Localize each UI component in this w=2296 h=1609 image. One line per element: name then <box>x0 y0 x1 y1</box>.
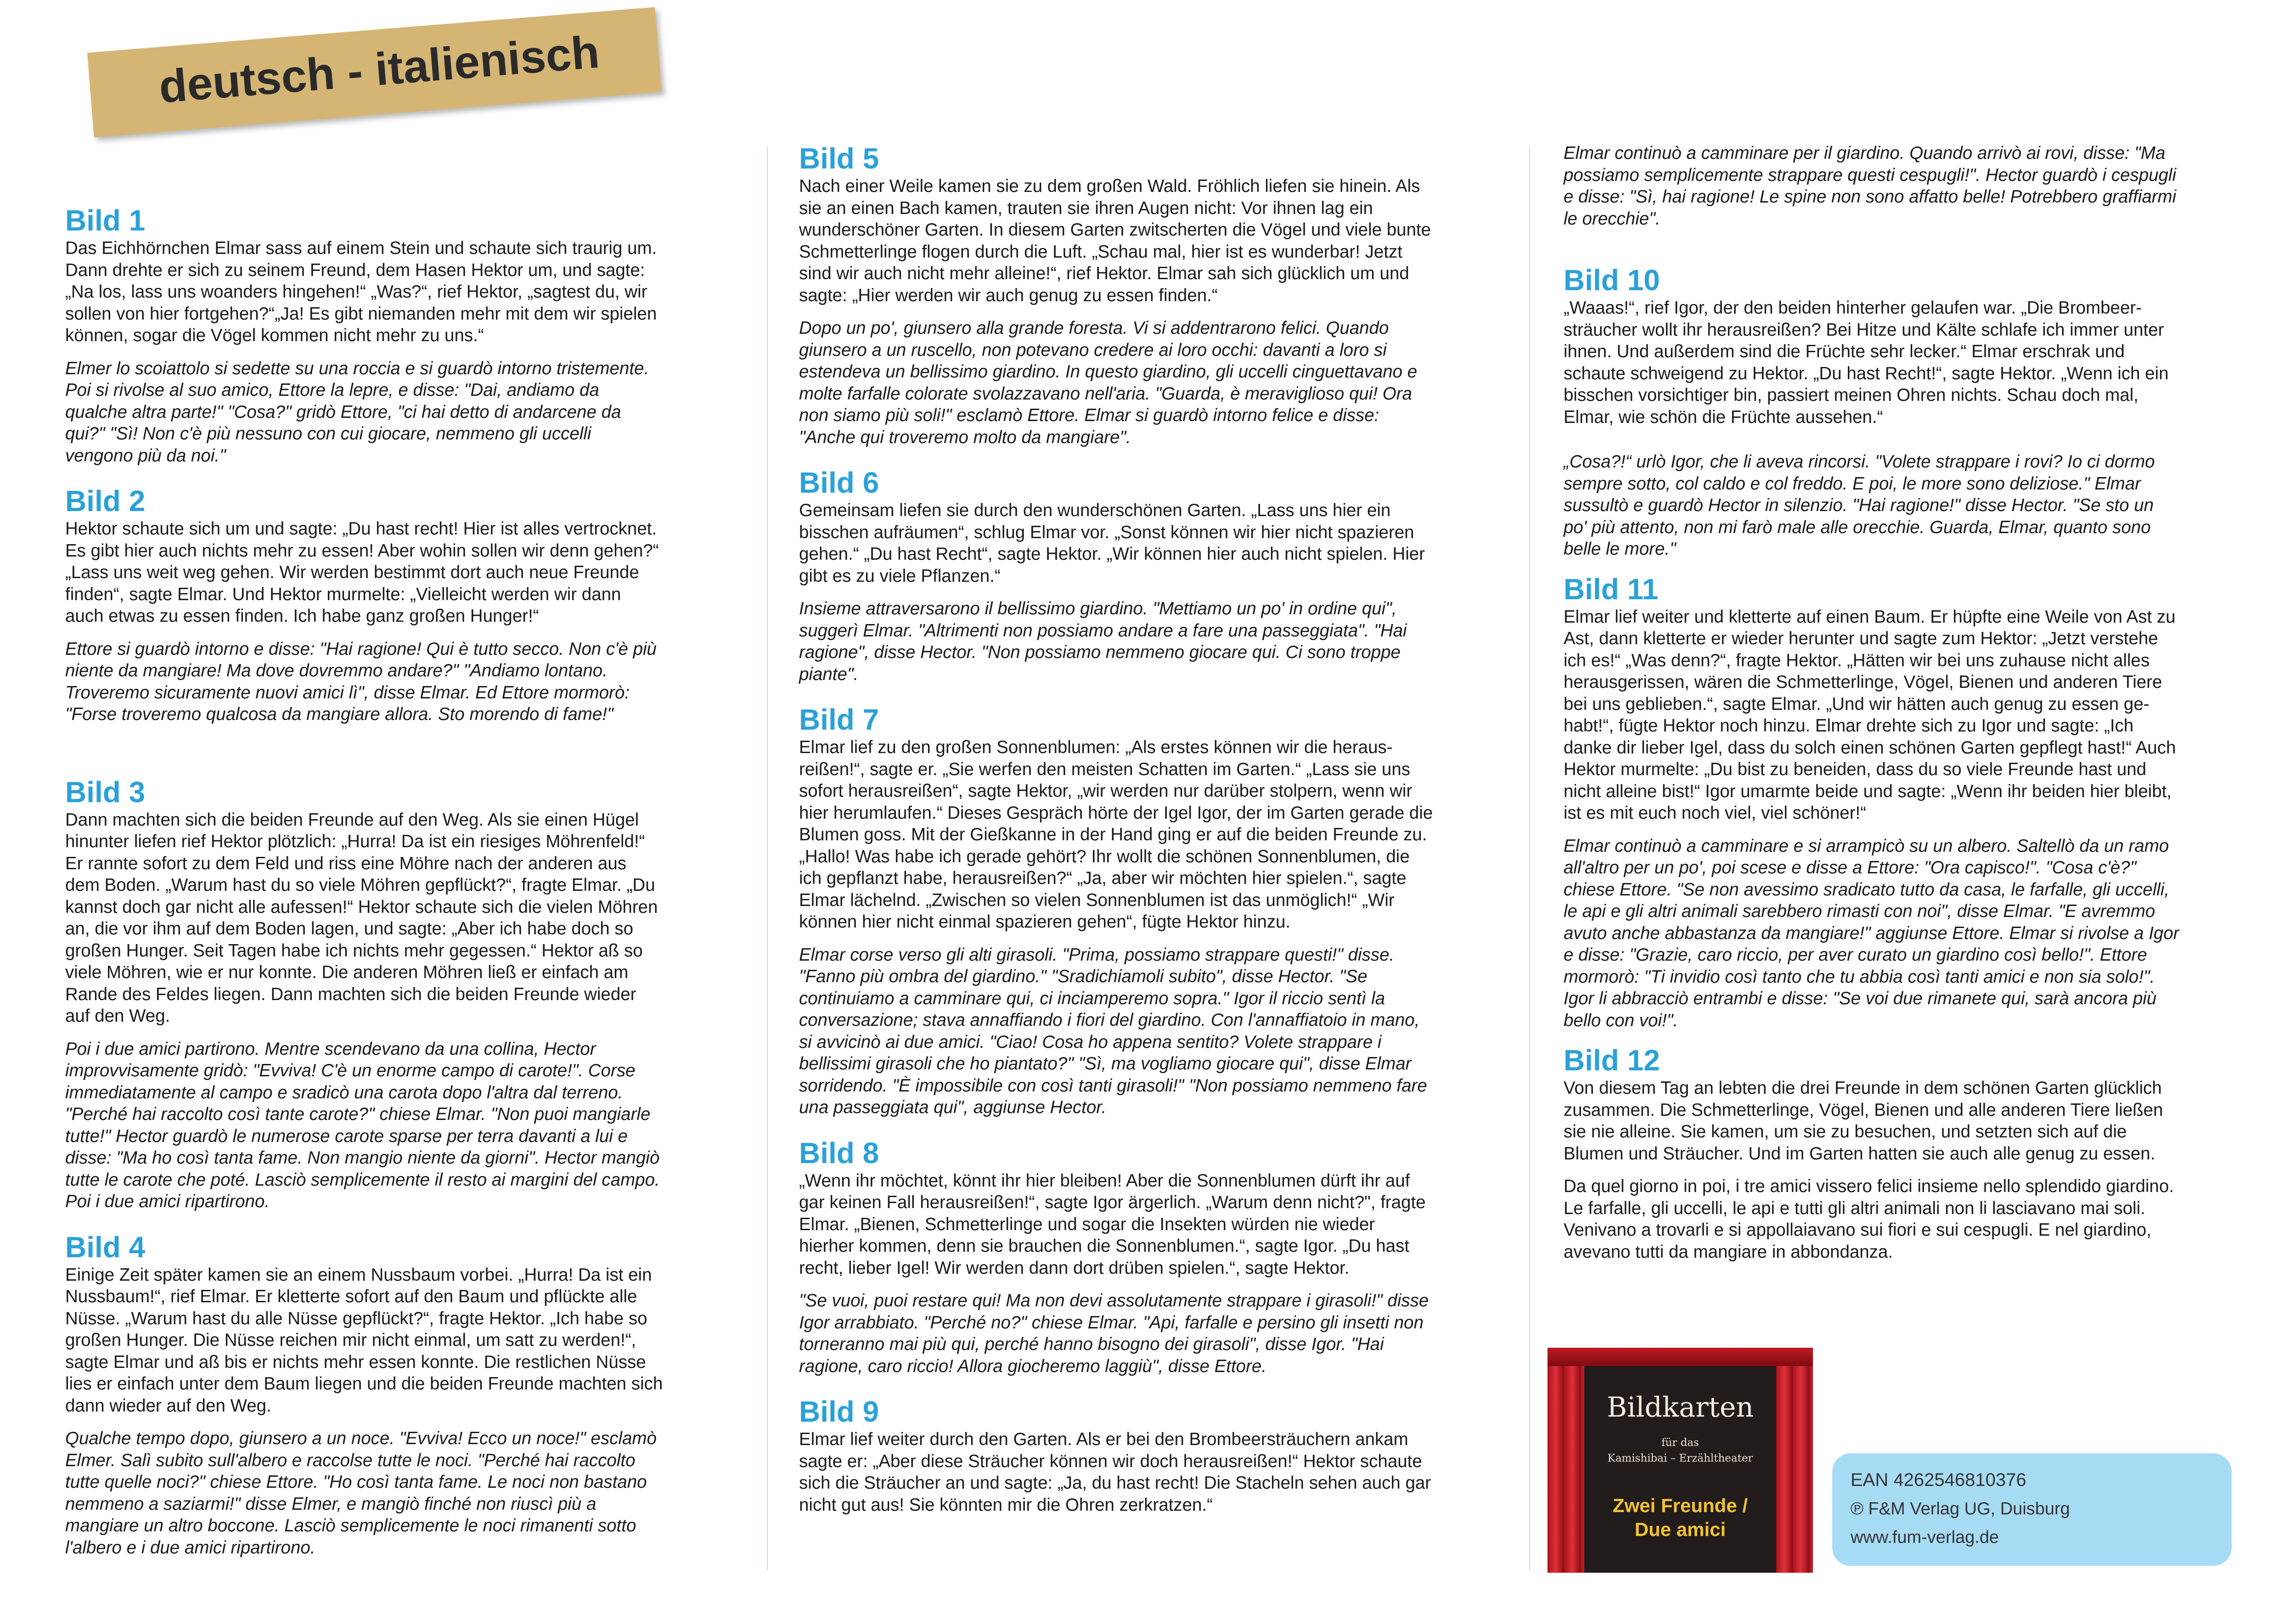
cover-title: Bildkarten <box>1607 1391 1754 1423</box>
section-bild-10 <box>1564 264 2241 560</box>
cover-subtitle: für das Kamishibai – Erzähltheater <box>1607 1437 1753 1464</box>
section-heading: Bild 5 <box>799 142 879 175</box>
section-bild-12 <box>1564 1044 2241 1263</box>
section-bild-11 <box>1564 573 2241 1032</box>
section-bild-4 <box>65 1231 729 1559</box>
publisher-url[interactable]: www.fum-verlag.de <box>1851 1528 1999 1547</box>
italian-text: Elmer lo scoiattolo si sedette su una roccia e si guardò intorno tristemente. Poi si rivolse al suo amico, Ettore la lepre, e disse: "Dai, andiamo da qualche altra parte!" "Cosa?" gridò Ettore, "ci hai detto di andarcene da qui?" "Sì! Non c'è più nessuno con cui giocare, nemmeno gli uccelli vengono più da noi." <box>65 358 649 466</box>
german-text: Das Eichhörnchen Elmar sass auf einem Stein und schaute sich traurig um. Dann drehte er sich zu seinem Freund, dem Hasen Hektor um, und sagte: „Na los, lass uns woanders hingehen!“ „Was?“, rief Hektor, „sagtest du, wir sollen von hier fortgehen?“„Ja! Es gibt niemanden mehr mit dem wir spielen können, sogar die Vögel kommen nicht mehr zu uns.“ <box>65 238 657 345</box>
section-bild-6 <box>799 467 1495 685</box>
german-text: Elmar lief weiter durch den Garten. Als er bei den Brombeersträuchern ankam sagte er: „Aber diese Sträucher können wir doch herausreißen!“ Hektor schaute sich die Sträucher an und sagte: „Ja, du hast recht! Die Stacheln sehen auch gar nicht gut aus! Sie könnten mir die Ohren zerkratzen.“ <box>799 1429 1431 1515</box>
section-bild-3 <box>65 776 729 1213</box>
section-heading: Bild 9 <box>799 1395 879 1428</box>
publisher-info-box <box>1832 1453 2232 1566</box>
section-heading: Bild 1 <box>65 204 146 237</box>
section-bild-7 <box>799 703 1495 1119</box>
italian-text: "Se vuoi, puoi restare qui! Ma non devi assolutamente strappare i girasoli!" disse Igor arrabbiato. "Perché no?" chiese Elmar. "Api, farfalle e persino gli insetti non torneranno mai più qui, perché hanno bisogno dei girasoli", disse Igor. "Hai ragione, caro riccio! Allora giocheremo laggiù", disse Ettore. <box>799 1291 1429 1376</box>
italian-text: Ettore si guardò intorno e disse: "Hai ragione! Qui è tutto secco. Non c'è più niente da mangiare! Ma dove dovremmo andare?" "Andiamo lontano. Troveremo sicuramente nuovi amici lì", disse Elmar. Ed Ettore mormorò: "Forse troveremo qualcosa da mangiare allora. Sto morendo di fame!" <box>65 639 657 724</box>
german-text: Hektor schaute sich um und sagte: „Du hast recht! Hier ist alles vertrocknet. Es gibt hier auch nichts mehr zu essen! Aber wohin sollen wir denn gehen?“ „Lass uns weit weg gehen. Wir werden bestimmt dort auch neue Freunde finden“, sagte Elmar. Und Hektor murmelte: „Vielleicht werden wir dann auch etwas zu essen finden. Ich habe ganz großen Hunger!“ <box>65 519 659 626</box>
section-bild-9 <box>799 1395 1495 1516</box>
italian-text-bild-9: Elmar continuò a camminare per il giardino. Quando arrivò ai rovi, disse: "Ma possiamo semplicemente strappare questi cespugli!". Hector guardò i cespugli e disse: "Sì, hai ragione! Le spine non sono affatto belle! Potrebbero graffiarmi le orecchie". <box>1564 143 2177 229</box>
german-text: Elmar lief zu den großen Sonnenblumen: „Als erstes können wir die heraus- reißen!“, sagte er. „Sie werfen den meisten Schatten im Garten.“ „Lass sie uns sofort herausreißen“, sagte Hektor, „wir werden nur darüber stolpern, wenn wir hier herumlaufen.“ Dieses Gespräch hörte der Igel Igor, der im Garten gerade die Blumen goss. Mit der Gießkanne in der Hand ging er auf die beiden Freunde zu. „Hallo! Was habe ich gerade gehört? Ihr wollt die schönen Sonnenblumen, die ich gepflanzt habe, herausreißen?“ „Ja, aber wir möchten hier spielen.“, sagte Elmar lächelnd. „Zwischen so vielen Sonnenblumen ist das unmöglich!“ „Wir können hier nicht einmal spazieren gehen“, fügte Hektor hinzu. <box>799 737 1433 932</box>
section-heading: Bild 12 <box>1564 1044 1660 1077</box>
italian-text: „Cosa?!“ urlò Igor, che li aveva rincorsi. "Volete strappare i rovi? Io ci dormo sempre sotto, col caldo e col freddo. E poi, le more sono deliziose." Elmar sussultò e guardò Hector in silenzio. "Hai ragione!" disse Hector. "Se sto un po' più attento, non mi farò male alle orecchie. Guarda, Elmar, quanto sono belle le more." <box>1564 452 2155 559</box>
section-bild-1 <box>65 204 729 467</box>
german-text: „Waaas!“, rief Igor, der den beiden hinterher gelaufen war. „Die Brombeer- sträucher wollt ihr herausreißen? Bei Hitze und Kälte schlafe ich immer unter ihnen. Und außerdem sind die Früchte sehr lecker.“ Elmar erschrak und schaute schweigend zu Hektor. „Du hast Recht!“, sagte Hektor. „Wenn ich ein bisschen vorsichtiger bin, passiert meinen Ohren nichts. Schau doch mal, Elmar, wie schön die Früchte aussehen.“ <box>1564 298 2169 427</box>
section-heading: Bild 4 <box>65 1230 146 1264</box>
curtain-top <box>1548 1348 1813 1366</box>
column-left <box>65 204 729 1558</box>
german-text: Einige Zeit später kamen sie an einem Nussbaum vorbei. „Hurra! Da ist ein Nussbaum!“, rief Elmar. Er kletterte sofort auf den Baum und pflückte alle Nüsse. „Warum hast du alle Nüsse gepflückt?“, fragte Hektor. „Ich habe so großen Hunger. Die Nüsse reichen mir nicht einmal, um satt zu werden!“, sagte Elmar und aß bis er nichts mehr essen konnte. Die restlichen Nüsse lies er einfach unter dem Baum liegen und die beiden Freunde machten sich dann wieder auf den Weg. <box>65 1265 663 1416</box>
italian-text: Poi i due amici partirono. Mentre scendevano da una collina, Hector improvvisamente gridò: "Evviva! C'è un enorme campo di carote!". Corse immediatamente al campo e sradicò una carota dopo l'altra dal terreno. "Perché hai raccolto così tante carote?" chiese Elmar. "Non puoi mangiarle tutte!" Hector guardò le numerose carote sparse per terra davanti a lui e disse: "Ma ho così tanta fame. Non mangio niente da giorni". Hector mangiò tutte le carote che poté. Lasciò semplicemente il resto ai margini del campo. Poi i due amici ripartirono. <box>65 1039 660 1211</box>
ean-code: EAN 4262546810376 <box>1851 1470 2026 1490</box>
italian-text: Elmar corse verso gli alti girasoli. "Prima, possiamo strappare questi!" disse. "Fanno più ombra del giardino." "Sradichiamoli subito", disse Hector. "Se continuiamo a camminare qui, ci inciamperemo sopra." Igor il riccio sentì la conversazione; stava annaffiando i fiori del giardino. Con l'annaffiatoio in mano, si avvicinò ai due amici. "Ciao! Cosa ho appena sentito? Volete strappare i bellissimi girasoli che ho piantato?" "Sì, ma vogliamo giocare qui", disse Elmar sorridendo. "È impossibile con così tanti girasoli!" "Non possiamo nemmeno fare una passeggiata qui", aggiunse Hector. <box>799 945 1427 1117</box>
german-text: Gemeinsam liefen sie durch den wunderschönen Garten. „Lass uns hier ein bisschen aufräumen“, schlug Elmar vor. „Sonst können wir hier nicht spazieren gehen.“ „Du hast Recht“, sagte Hektor. „Wir können hier auch nicht spielen. Hier gibt es zu viele Pflanzen.“ <box>799 501 1425 586</box>
italian-text: Da quel giorno in poi, i tre amici vissero felici insieme nello splendido giardino. Le farfalle, gli uccelli, le api e tutti gli altri animali non li lasciavano mai soli. Venivano a trovarli e si appollaiavano sui fiori e sui cespugli. E nel giardino, avevano tutti da mangiare in abbondanza. <box>1564 1176 2174 1262</box>
column-divider <box>1529 147 1530 1570</box>
section-heading: Bild 7 <box>799 703 879 736</box>
german-text: Dann machten sich die beiden Freunde auf den Weg. Als sie einen Hügel hinunter liefen rief Hektor plötzlich: „Hurra! Da ist ein riesiges Möhrenfeld!“ Er rannte sofort zu dem Feld und riss eine Möhre nach der anderen aus dem Boden. „Warum hast du so viele Möhren gepflückt?“, fragte Elmar. „Du kannst doch gar nicht alle aufessen!“ Hektor schaute sich die vielen Möhren an, die vor ihm auf dem Boden lagen, und sagte: „Aber ich habe doch so großen Hunger. Seit Tagen habe ich nichts mehr gegessen.“ Hektor aß so viele Möhren, wie er nur konnte. Die anderen Möhren ließ er einfach am Rande des Feldes liegen. Dann machten sich die beiden Freunde wieder auf den Weg. <box>65 810 658 1026</box>
column-middle <box>799 142 1495 1516</box>
italian-text: Insieme attraversarono il bellissimo giardino. "Mettiamo un po' in ordine qui", suggerì Elmar. "Altrimenti non possiamo andare a fare una passeggiata". "Hai ragione", disse Hector. "Non possiamo nemmeno giocare qui. Ci sono troppe piante". <box>799 599 1407 684</box>
section-heading: Bild 8 <box>799 1136 879 1170</box>
column-right <box>1564 142 2241 1263</box>
section-heading: Bild 3 <box>65 775 146 809</box>
language-tag-label: deutsch - italienisch <box>157 26 602 113</box>
german-text: Von diesem Tag an lebten die drei Freunde in dem schönen Garten glücklich zusammen. Die Schmetterlinge, Vögel, Bienen und alle anderen Tiere ließen sie nie alleine. Sie kamen, um sie zu besuchen, und setzten sich auf die Blumen und Sträucher. Und im Garten hatten sie auch alle genug zu essen. <box>1564 1078 2163 1164</box>
italian-text: Elmar continuò a camminare e si arrampicò su un albero. Saltellò da un ramo all'altro per un po', poi scese e disse a Ettore: "Ora capisco!". "Cosa c'è?" chiese Ettore. "Se non avessimo sradicato tutto da casa, le farfalle, gli uccelli, le api e gli altri animali sarebbero rimasti con noi", disse Elmar. "E avremmo avuto anche abbastanza da mangiare!" aggiunse Ettore. Elmar si rivolse a Igor e disse: "Grazie, caro riccio, per aver curato un giardino così bello!". Ettore mormorò: "Ti invidio così tanto che tu abbia così tanti amici e non sia solo!". Igor li abbracciò entrambi e disse: "Se voi due rimanete qui, sarà ancora più bello con voi!". <box>1564 836 2179 1030</box>
german-text: Nach einer Weile kamen sie zu dem großen Wald. Fröhlich liefen sie hinein. Als sie an einen Bach kamen, trauten sie ihren Augen nicht: Vor ihnen lag ein wunderschöner Garten. In diesem Garten zwitscherten die Vögel und viele bunte Schmetterlinge flogen durch die Luft. „Schau mal, hier ist es wunderbar! Jetzt sind wir auch nicht mehr alleine!“, rief Hektor. Elmar sah sich glücklich um und sagte: „Hier werden wir auch genug zu essen finden.“ <box>799 176 1431 305</box>
italian-text: Qualche tempo dopo, giunsero a un noce. "Evviva! Ecco un noce!" esclamò Elmer. Salì subito sull'albero e raccolse tutte le noci. "Perché hai raccolto tutte quelle noci?" chiese Ettore. "Ho così tanta fame. Le noci non bastano nemmeno a saziarmi!" disse Elmer, e mangiò finché non riuscì più a mangiare un altro boccone. Lasciò semplicemente le noci rimanenti sotto l'albero e i due amici ripartirono. <box>65 1429 657 1558</box>
language-tag <box>87 7 662 138</box>
section-heading: Bild 10 <box>1564 264 1660 297</box>
column-divider <box>767 147 768 1570</box>
german-text: „Wenn ihr möchtet, könnt ihr hier bleiben! Aber die Sonnenblumen dürft ihr auf gar keinen Fall herausreißen!“, sagte Igor ärgerlich. „Warum denn nicht?", fragte Elmar. „Bienen, Schmetterlinge und sogar die Insekten würden nie wieder hierher kommen, denn sie brauchen die Sonnenblumen.“, sagte Igor. „Du hast recht, lieber Igel! Wir werden dann dort drüben spielen.“, sagte Hektor. <box>799 1170 1426 1278</box>
italian-text: Dopo un po', giunsero alla grande foresta. Vi si addentrarono felici. Quando giunsero a un ruscello, non potevano credere ai loro occhi: davanti a loro si estendeva un bellissimo giardino. In questo giardino, gli uccelli cinguettavano e molte farfalle colorate svolazzavano nell'aria. "Guarda, è meraviglioso qui! Ora non siamo più soli!" esclamò Ettore. Elmar si guardò intorno felice e disse: "Anche qui troveremo molto da mangiare". <box>799 318 1418 447</box>
section-heading: Bild 11 <box>1564 572 1659 606</box>
cover-product-name: Zwei Freunde / Due amici <box>1612 1495 1748 1540</box>
section-bild-2 <box>65 485 729 726</box>
section-heading: Bild 6 <box>799 466 879 499</box>
section-bild-5 <box>799 142 1495 448</box>
section-bild-8 <box>799 1137 1495 1378</box>
product-cover-thumbnail <box>1548 1348 1813 1573</box>
section-heading: Bild 2 <box>65 484 146 518</box>
publisher-name: ℗ F&M Verlag UG, Duisburg <box>1851 1499 2070 1519</box>
german-text: Elmar lief weiter und kletterte auf einen Baum. Er hüpfte eine Weile von Ast zu Ast, dann kletterte er wieder herunter und sagte zum Hektor: „Jetzt verstehe ich es!“ „Was denn?“, fragte Hektor. „Hätten wir bei uns zuhause nicht alles herausgerissen, wären die Schmetterlinge, Vögel, Bienen und anderen Tiere bei uns geblieben.“, sagte Elmar. „Und wir hätten auch genug zu essen ge- habt!“, fügte Hektor noch hinzu. Elmar drehte sich zu Igor und sagte: „Ich danke dir lieber Igel, dass du solch einen schönen Garten gepflegt hast!“ Auch Hektor murmelte: „Du bist zu beneiden, dass du so viele Freunde hast und nicht alleine bist!“ Igor umarmte beide und sagte: „Wenn ihr beiden hier bleibt, ist es mit euch noch viel, viel schöner!“ <box>1564 607 2176 823</box>
